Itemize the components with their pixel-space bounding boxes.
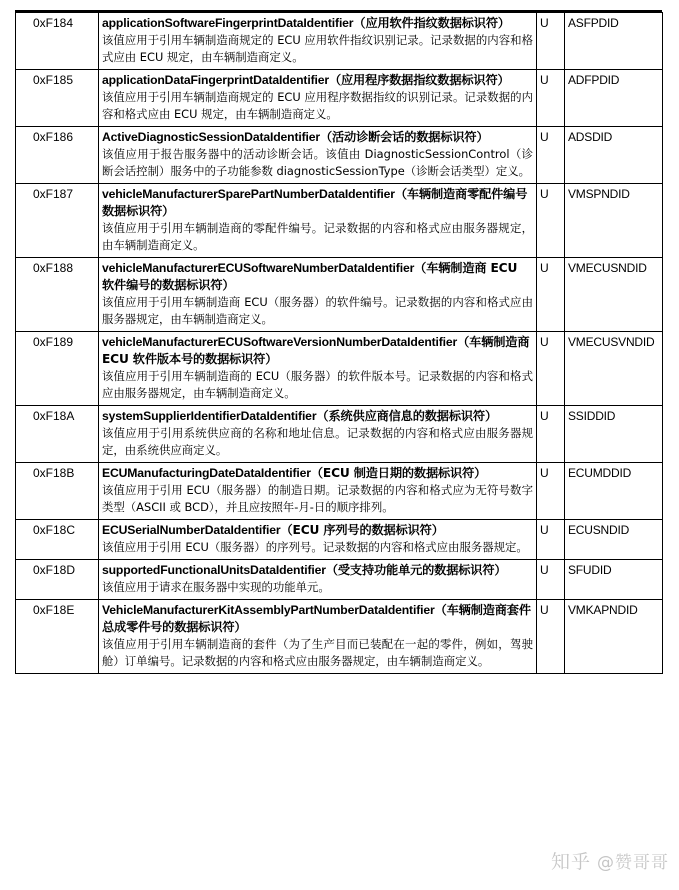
table-row — [16, 406, 663, 463]
zhihu-logo-text: 知乎 — [550, 851, 591, 873]
did-description-cell — [99, 332, 537, 406]
did-convention: U — [537, 13, 565, 70]
did-name-zh: （车辆制造商 ECU 软件版本号的数据标识符） — [102, 335, 530, 366]
did-name-en: applicationSoftwareFingerprintDataIdentifier — [102, 16, 354, 30]
did-table-body — [16, 13, 663, 674]
did-convention: U — [537, 332, 565, 406]
did-name — [102, 260, 533, 294]
did-mnemonic: ADFPDID — [565, 70, 663, 127]
did-value: 0xF18A — [16, 406, 99, 463]
did-description: 该值应用于引用车辆制造商规定的 ECU 应用软件指纹识别记录。记录数据的内容和格式应由 ECU 规定，由车辆制造商定义。 — [102, 33, 533, 64]
did-value: 0xF184 — [16, 13, 99, 70]
did-description-cell — [99, 70, 537, 127]
did-description: 该值应用于报告服务器中的活动诊断会话。该值由 DiagnosticSessionControl（诊断会话控制）服务中的子功能参数 diagnosticSessionType（诊断会话类型）定义。 — [102, 147, 533, 178]
did-name-zh: （车辆制造商套件总成零件号的数据标识符） — [102, 603, 531, 634]
did-convention: U — [537, 520, 565, 560]
did-value: 0xF189 — [16, 332, 99, 406]
did-mnemonic: SFUDID — [565, 560, 663, 600]
table-row — [16, 600, 663, 674]
table-row — [16, 70, 663, 127]
did-convention: U — [537, 463, 565, 520]
zhihu-watermark — [551, 847, 669, 874]
did-name-en: ECUSerialNumberDataIdentifier — [102, 523, 281, 537]
did-name-zh: （应用程序数据指纹数据标识符） — [328, 73, 510, 87]
did-description: 该值应用于引用车辆制造商的零配件编号。记录数据的内容和格式应由服务器规定，由车辆制造商定义。 — [102, 221, 533, 252]
table-row — [16, 332, 663, 406]
did-convention: U — [537, 127, 565, 184]
table-row — [16, 463, 663, 520]
did-name-en: VehicleManufacturerKitAssemblyPartNumberDataIdentifier — [102, 603, 435, 617]
did-convention: U — [537, 258, 565, 332]
did-mnemonic: ADSDID — [565, 127, 663, 184]
did-mnemonic: VMECUSVNDID — [565, 332, 663, 406]
did-convention: U — [537, 184, 565, 258]
table-top-cut-off — [15, 0, 662, 12]
did-mnemonic: VMSPNDID — [565, 184, 663, 258]
did-description: 该值应用于引用系统供应商的名称和地址信息。记录数据的内容和格式应由服务器规定，由系统供应商定义。 — [102, 426, 533, 457]
did-name — [102, 334, 533, 368]
did-value: 0xF187 — [16, 184, 99, 258]
did-name-zh: （ECU 序列号的数据标识符） — [280, 523, 444, 537]
did-name — [102, 408, 533, 425]
did-name-zh: （受支持功能单元的数据标识符） — [325, 563, 507, 577]
did-name-en: ActiveDiagnosticSessionDataIdentifier — [102, 130, 320, 144]
did-name-en: vehicleManufacturerSparePartNumberDataIdentifier — [102, 187, 395, 201]
did-name-zh: （车辆制造商 ECU 软件编号的数据标识符） — [102, 261, 518, 292]
did-description-cell — [99, 560, 537, 600]
did-name — [102, 186, 533, 220]
did-value: 0xF18B — [16, 463, 99, 520]
table-row — [16, 258, 663, 332]
did-name-zh: （活动诊断会话的数据标识符） — [319, 130, 489, 144]
did-name — [102, 602, 533, 636]
did-description: 该值应用于引用 ECU（服务器）的序列号。记录数据的内容和格式应由服务器规定。 — [102, 540, 528, 554]
table-row — [16, 13, 663, 70]
did-mnemonic: ECUMDDID — [565, 463, 663, 520]
watermark-handle: @赞哥哥 — [597, 853, 669, 873]
did-value: 0xF18D — [16, 560, 99, 600]
did-name-en: ECUManufacturingDateDataIdentifier — [102, 466, 311, 480]
did-name-zh: （应用软件指纹数据标识符） — [353, 16, 510, 30]
table-row — [16, 127, 663, 184]
did-name — [102, 72, 533, 89]
did-description: 该值应用于引用车辆制造商的 ECU（服务器）的软件版本号。记录数据的内容和格式应由服务器规定，由车辆制造商定义。 — [102, 369, 533, 400]
did-description-cell — [99, 600, 537, 674]
did-convention: U — [537, 406, 565, 463]
did-description-cell — [99, 406, 537, 463]
did-description: 该值应用于请求在服务器中实现的功能单元。 — [102, 580, 330, 594]
did-name-en: systemSupplierIdentifierDataIdentifier — [102, 409, 317, 423]
did-name — [102, 15, 533, 32]
did-mnemonic: VMECUSNDID — [565, 258, 663, 332]
did-name-zh: （车辆制造商零配件编号数据标识符） — [102, 187, 528, 218]
did-description: 该值应用于引用车辆制造商的套件（为了生产目而已装配在一起的零件，例如，驾驶舱）订单编号。记录数据的内容和格式应由服务器规定，由车辆制造商定义。 — [102, 637, 533, 668]
did-mnemonic: VMKAPNDID — [565, 600, 663, 674]
did-name-zh: （ECU 制造日期的数据标识符） — [310, 466, 487, 480]
did-name-en: supportedFunctionalUnitsDataIdentifier — [102, 563, 326, 577]
did-value: 0xF18C — [16, 520, 99, 560]
did-name — [102, 522, 533, 539]
did-description: 该值应用于引用车辆制造商 ECU（服务器）的软件编号。记录数据的内容和格式应由服务器规定，由车辆制造商定义。 — [102, 295, 533, 326]
did-name — [102, 562, 533, 579]
did-description-cell — [99, 127, 537, 184]
did-description: 该值应用于引用 ECU（服务器）的制造日期。记录数据的内容和格式应为无符号数字类型（ASCII 或 BCD），并且应按照年-月-日的顺序排列。 — [102, 483, 533, 514]
did-name-en: vehicleManufacturerECUSoftwareNumberDataIdentifier — [102, 261, 415, 275]
did-description-cell — [99, 520, 537, 560]
did-table-page — [15, 0, 662, 674]
did-description-cell — [99, 258, 537, 332]
did-name — [102, 465, 533, 482]
table-row — [16, 184, 663, 258]
table-row — [16, 520, 663, 560]
table-row — [16, 560, 663, 600]
did-name-en: applicationDataFingerprintDataIdentifier — [102, 73, 329, 87]
did-convention: U — [537, 70, 565, 127]
did-description-cell — [99, 13, 537, 70]
did-mnemonic: SSIDDID — [565, 406, 663, 463]
did-convention: U — [537, 560, 565, 600]
did-value: 0xF18E — [16, 600, 99, 674]
did-table — [15, 12, 663, 674]
did-value: 0xF185 — [16, 70, 99, 127]
did-convention: U — [537, 600, 565, 674]
did-value: 0xF186 — [16, 127, 99, 184]
did-name-en: vehicleManufacturerECUSoftwareVersionNumberDataIdentifier — [102, 335, 458, 349]
did-mnemonic: ECUSNDID — [565, 520, 663, 560]
did-name — [102, 129, 533, 146]
did-description-cell — [99, 463, 537, 520]
did-description: 该值应用于引用车辆制造商规定的 ECU 应用程序数据指纹的识别记录。记录数据的内容和格式应由 ECU 规定，由车辆制造商定义。 — [102, 90, 533, 121]
did-name-zh: （系统供应商信息的数据标识符） — [316, 409, 497, 423]
did-description-cell — [99, 184, 537, 258]
did-value: 0xF188 — [16, 258, 99, 332]
did-mnemonic: ASFPDID — [565, 13, 663, 70]
